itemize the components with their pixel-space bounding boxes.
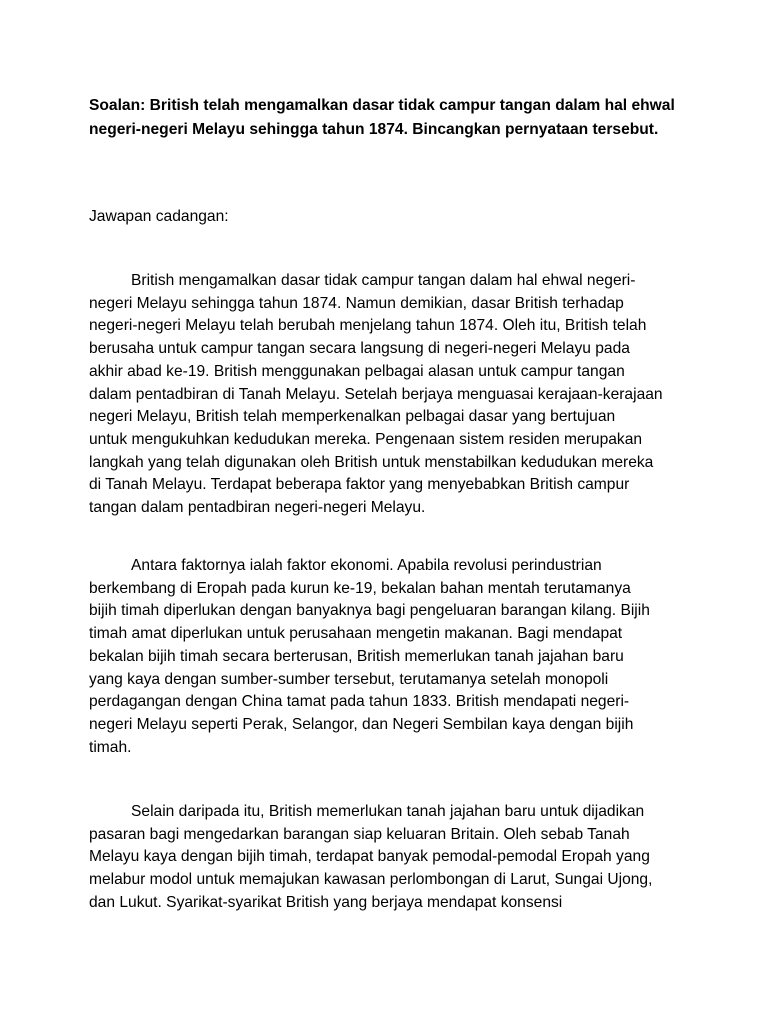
- paragraph-line: negeri Melayu sehingga tahun 1874. Namun demikian, dasar British terhadap: [89, 294, 624, 312]
- paragraph-line: untuk mengukuhkan kedudukan mereka. Pengenaan sistem residen merupakan: [89, 430, 643, 448]
- paragraph-line: melabur modol untuk memajukan kawasan perlombongan di Larut, Sungai Ujong,: [89, 871, 653, 889]
- paragraph-line: timah.: [89, 738, 132, 756]
- question-line: Soalan: British telah mengamalkan dasar tidak campur tangan dalam hal ehwal: [89, 97, 675, 114]
- paragraph-line: Selain daripada itu, British memerlukan tanah jajahan baru untuk dijadikan: [131, 803, 645, 820]
- paragraph-line: berkembang di Eropah pada kurun ke-19, bekalan bahan mentah terutamanya: [89, 579, 631, 597]
- paragraph-line: negeri Melayu seperti Perak, Selangor, dan Negeri Sembilan kaya dengan bijih: [89, 715, 634, 733]
- paragraph-line: Antara faktornya ialah faktor ekonomi. Apabila revolusi perindustrian: [131, 557, 602, 574]
- paragraph-line: berusaha untuk campur tangan secara langsung di negeri-negeri Melayu pada: [89, 340, 630, 358]
- paragraph-line: negeri Melayu, British telah memperkenalkan pelbagai dasar yang bertujuan: [89, 408, 616, 426]
- paragraph-line: Melayu kaya dengan bijih timah, terdapat banyak pemodal-pemodal Eropah yang: [89, 848, 650, 866]
- paragraph-intro: [89, 270, 689, 520]
- question-line: negeri-negeri Melayu sehingga tahun 1874. Bincangkan pernyataan tersebut.: [89, 121, 659, 138]
- paragraph-line: perdagangan dengan China tamat pada tahun 1833. British mendapati negeri-: [89, 693, 630, 711]
- paragraph-line: dan Lukut. Syarikat-syarikat British yang berjaya mendapat konsensi: [89, 893, 563, 911]
- paragraph-line: bijih timah diperlukan dengan banyaknya bagi pengeluaran barangan kilang. Bijih: [89, 602, 650, 620]
- paragraph-line: bekalan bijih timah secara berterusan, British memerlukan tanah jajahan baru: [89, 647, 624, 665]
- paragraph-line: timah amat diperlukan untuk perusahaan mengetin makanan. Bagi mendapat: [89, 625, 623, 643]
- paragraph-line: langkah yang telah digunakan oleh British untuk menstabilkan kedudukan mereka: [89, 453, 654, 471]
- paragraph-line: negeri-negeri Melayu telah berubah menjelang tahun 1874. Oleh itu, British telah: [89, 317, 647, 335]
- paragraph-line: akhir abad ke-19. British menggunakan pelbagai alasan untuk campur tangan: [89, 362, 625, 380]
- paragraph-market-factor: [89, 801, 689, 915]
- question-heading: [89, 94, 709, 142]
- paragraph-line: British mengamalkan dasar tidak campur tangan dalam hal ehwal negeri-: [131, 272, 636, 289]
- paragraph-line: tangan dalam pentadbiran negeri-negeri Melayu.: [89, 499, 426, 517]
- paragraph-line: pasaran bagi mengedarkan barangan siap keluaran Britain. Oleh sebab Tanah: [89, 825, 630, 843]
- paragraph-economic-factor: [89, 555, 689, 759]
- paragraph-line: yang kaya dengan sumber-sumber tersebut, terutamanya setelah monopoli: [89, 670, 609, 688]
- paragraph-line: di Tanah Melayu. Terdapat beberapa faktor yang menyebabkan British campur: [89, 476, 630, 494]
- answer-label: Jawapan cadangan:: [89, 208, 229, 225]
- paragraph-line: dalam pentadbiran di Tanah Melayu. Setelah berjaya menguasai kerajaan-kerajaan: [89, 385, 663, 403]
